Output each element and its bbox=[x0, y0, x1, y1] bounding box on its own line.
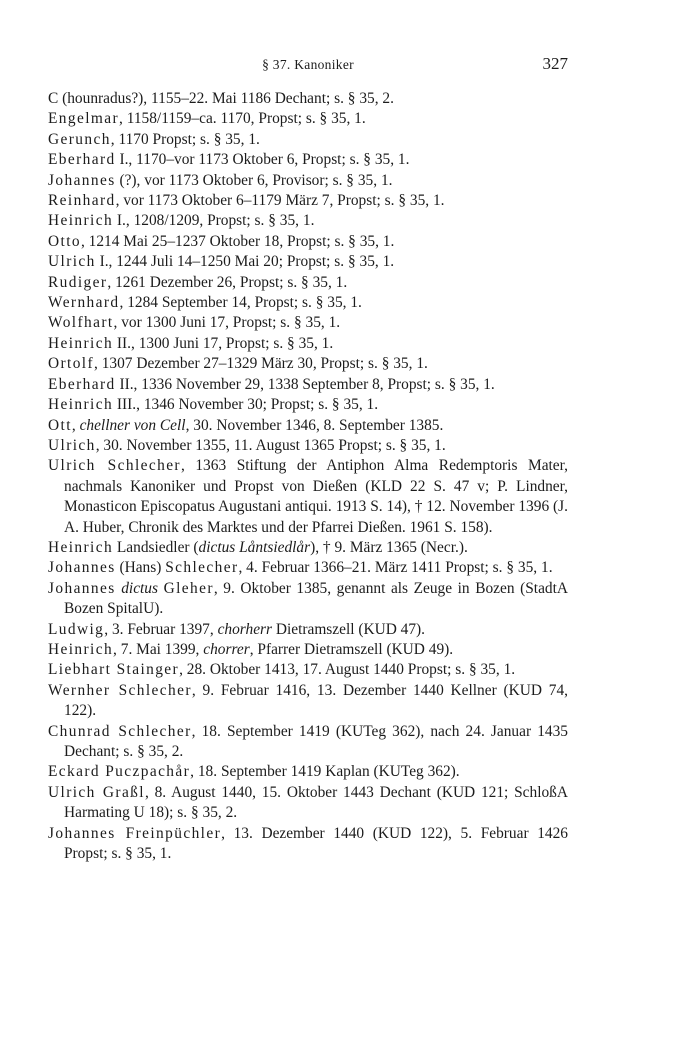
person-name: Eberhard bbox=[48, 375, 116, 393]
entry-text: , 13. Dezember 1440 (KUD 122), 5. Februar 1426 Propst; s. § 35, 1. bbox=[64, 824, 568, 863]
list-item bbox=[48, 436, 568, 456]
person-name: Wernher Schlecher bbox=[48, 681, 192, 699]
list-item bbox=[48, 620, 568, 640]
list-item bbox=[48, 334, 568, 354]
person-name: Wernhard bbox=[48, 294, 120, 312]
person-name: Johannes Freinpüchler bbox=[48, 824, 222, 842]
list-item bbox=[48, 232, 568, 252]
list-item bbox=[48, 824, 568, 865]
entry-text: , 9. Februar 1416, 13. Dezember 1440 Kellner (KUD 74, 122). bbox=[64, 681, 569, 720]
list-item bbox=[48, 395, 568, 415]
entry-text: , 30. November 1355, 11. August 1365 Propst; s. § 35, 1. bbox=[95, 436, 446, 454]
person-name: Johannes bbox=[48, 579, 116, 597]
person-name: Eckard Puczpachår bbox=[48, 763, 191, 781]
list-item bbox=[48, 660, 568, 680]
latin-term: dictus Låntsiedlår bbox=[198, 538, 311, 556]
list-item bbox=[48, 375, 568, 395]
entry-text: , 28. Oktober 1413, 17. August 1440 Propst; s. § 35, 1. bbox=[179, 661, 516, 679]
entry-text: , 1170 Propst; s. § 35, 1. bbox=[110, 130, 260, 148]
entry-text: , 1284 September 14, Propst; s. § 35, 1. bbox=[119, 294, 362, 312]
person-name: Ulrich bbox=[48, 436, 96, 454]
entry-text: , 18. September 1419 Kaplan (KUTeg 362). bbox=[190, 763, 460, 781]
list-item bbox=[48, 456, 568, 538]
entry-text: I., 1208/1209, Propst; s. § 35, 1. bbox=[113, 212, 315, 230]
person-name: Eberhard bbox=[48, 151, 116, 169]
list-item bbox=[48, 416, 568, 436]
person-name: Ortolf bbox=[48, 355, 95, 373]
person-name: Gleher bbox=[163, 579, 214, 597]
entry-text: I., 1244 Juli 14–1250 Mai 20; Propst; s. § 35, 1. bbox=[95, 253, 395, 271]
person-name: Liebhart Stainger bbox=[48, 661, 180, 679]
person-name: Heinrich bbox=[48, 538, 114, 556]
entry-text: , 4. Februar 1366–21. März 1411 Propst; s. § 35, 1. bbox=[238, 559, 553, 577]
list-item bbox=[48, 150, 568, 170]
person-name: Otto bbox=[48, 232, 81, 250]
entry-text: , Pfarrer Dietramszell (KUD 49). bbox=[249, 640, 454, 658]
page-header bbox=[48, 54, 568, 76]
list-item bbox=[48, 354, 568, 374]
entry-text: , 1363 Stiftung der Antiphon Alma Redemptoris Mater, nachmals Kanoniker und Propst von Dießen (KLD 22 S. 47 v; P. Lindner, Monasticon Episcopatus Augustani antiqui. 1913 S. 14), † 12. November 1396 (J. A. Huber, Chronik des Marktes und der Pfarrei Dießen. 1961 S. 158). bbox=[64, 457, 568, 536]
list-item bbox=[48, 579, 568, 620]
person-name: Heinrich bbox=[48, 640, 114, 658]
person-name: Reinhard bbox=[48, 192, 116, 210]
entry-text: , 7. Mai 1399, bbox=[113, 640, 204, 658]
person-name: Heinrich bbox=[48, 334, 114, 352]
list-item bbox=[48, 273, 568, 293]
entry-text: II., 1336 November 29, 1338 September 8, Propst; s. § 35, 1. bbox=[115, 375, 495, 393]
person-name: Engelmar bbox=[48, 110, 120, 128]
list-item bbox=[48, 558, 568, 578]
entry-text: (?), vor 1173 Oktober 6, Provisor; s. § 35, 1. bbox=[115, 171, 393, 189]
person-name: Gerunch bbox=[48, 130, 111, 148]
person-name: Ott bbox=[48, 416, 72, 434]
entry-text: I., 1170–vor 1173 Oktober 6, Propst; s. § 35, 1. bbox=[115, 151, 410, 169]
entry-text: , bbox=[71, 416, 80, 434]
entry-text: C (hounradus?), 1155–22. Mai 1186 Dechant; s. § 35, 2. bbox=[48, 90, 394, 107]
entry-text: , 18. September 1419 (KUTeg 362), nach 24. Januar 1435 Dechant; s. § 35, 2. bbox=[64, 722, 569, 760]
list-item bbox=[48, 252, 568, 272]
entry-text: , vor 1173 Oktober 6–1179 März 7, Propst; s. § 35, 1. bbox=[115, 192, 445, 210]
person-name: Ulrich Graßl bbox=[48, 783, 145, 801]
list-item bbox=[48, 293, 568, 313]
entry-text: , 1214 Mai 25–1237 Oktober 18, Propst; s. § 35, 1. bbox=[80, 232, 395, 250]
list-item bbox=[48, 211, 568, 231]
list-item bbox=[48, 640, 568, 660]
person-name: Ulrich Schlecher bbox=[48, 457, 181, 475]
list-item bbox=[48, 191, 568, 211]
entry-text: , 30. November 1346, 8. September 1385. bbox=[185, 416, 444, 434]
person-name: Wolfhart bbox=[48, 314, 114, 332]
person-name: Heinrich bbox=[48, 396, 114, 414]
person-name: Chunrad Schlecher bbox=[48, 722, 192, 740]
list-item bbox=[48, 171, 568, 191]
list-item bbox=[48, 762, 568, 782]
list-item bbox=[48, 783, 568, 824]
person-name: Johannes bbox=[48, 559, 116, 577]
latin-term: chorherr bbox=[217, 620, 273, 638]
person-name: Schlecher bbox=[165, 559, 239, 577]
entry-text: , 1158/1159–ca. 1170, Propst; s. § 35, 1. bbox=[119, 110, 366, 128]
latin-term: chorrer bbox=[203, 640, 250, 658]
entry-text: II., 1300 Juni 17, Propst; s. § 35, 1. bbox=[113, 334, 334, 352]
latin-term: chellner von Cell bbox=[79, 416, 186, 434]
entry-text: (Hans) bbox=[115, 559, 166, 577]
entry-text: , 8. August 1440, 15. Oktober 1443 Dechant (KUD 121; SchloßA Harmating U 18); s. § 35, 2. bbox=[64, 783, 568, 822]
person-name: Heinrich bbox=[48, 212, 114, 230]
entry-text: , 1261 Dezember 26, Propst; s. § 35, 1. bbox=[107, 273, 348, 291]
person-name: Ulrich bbox=[48, 253, 96, 271]
entry-list bbox=[48, 89, 568, 864]
page-number: 327 bbox=[542, 54, 568, 73]
list-item bbox=[48, 89, 568, 109]
list-item bbox=[48, 130, 568, 150]
entry-text: , 9. Oktober 1385, genannt als Zeuge in Bozen (StadtA Bozen SpitalU). bbox=[64, 579, 568, 618]
running-head: § 37. Kanoniker bbox=[262, 57, 354, 72]
person-name: Johannes bbox=[48, 171, 116, 189]
entry-text: Landsiedler ( bbox=[113, 538, 199, 556]
person-name: Ludwig bbox=[48, 620, 105, 638]
list-item bbox=[48, 681, 568, 722]
entry-text: , 1307 Dezember 27–1329 März 30, Propst; s. § 35, 1. bbox=[94, 355, 428, 373]
entry-text: , vor 1300 Juni 17, Propst; s. § 35, 1. bbox=[113, 314, 341, 332]
entry-text: , 3. Februar 1397, bbox=[104, 620, 218, 638]
list-item bbox=[48, 313, 568, 333]
entry-text: Dietramszell (KUD 47). bbox=[272, 620, 426, 638]
latin-term: dictus bbox=[121, 579, 158, 597]
list-item bbox=[48, 722, 568, 763]
list-item bbox=[48, 538, 568, 558]
list-item bbox=[48, 109, 568, 129]
person-name: Rudiger bbox=[48, 273, 108, 291]
entry-text: III., 1346 November 30; Propst; s. § 35, 1. bbox=[113, 396, 379, 414]
entry-text: ), † 9. März 1365 (Necr.). bbox=[310, 538, 468, 556]
